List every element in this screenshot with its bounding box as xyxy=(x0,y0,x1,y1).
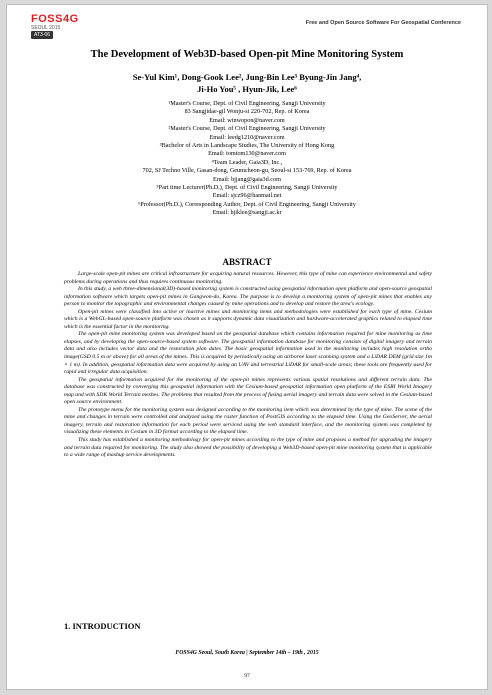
author-list xyxy=(7,71,487,95)
affiliation-line: Email: leedg1210@naver.com xyxy=(209,133,285,141)
affiliation-line: ³Bachelor of Arts in Landscape Studies, The University of Hong Kong xyxy=(159,142,335,150)
author-line-2: Ji-Ho You⁵ , Hyun-Jik, Lee⁶ xyxy=(197,84,297,94)
affiliation-line: Email: tomtom130@naver.com xyxy=(208,150,286,158)
affiliation-line: ¹Master's Course, Dept. of Civil Engineering, Sangji University xyxy=(168,100,326,107)
page-footer: FOSS4G Seoul, South Korea | September 14th – 19th , 2015 xyxy=(175,650,319,656)
abstract-paragraph: Open-pit mines were classified into active or inactive mines and monitoring items and methodologies were established for each type of mine. Cesium which is a WebGL-based open-source platform was chosen as it supports dynamic data visualization and hardware-accelerated graphics related to elapsed time which is the essential factor in the monitoring. xyxy=(64,308,432,330)
section-heading-introduction: 1. INTRODUCTION xyxy=(64,621,141,631)
affiliation-line: Email: sjcz96@hanmail.net xyxy=(212,192,282,200)
affiliation-line: Email: hjiklee@sangji.ac.kr xyxy=(212,209,282,217)
abstract-body xyxy=(64,271,432,460)
paper-page xyxy=(6,4,488,690)
affiliation-line: 83 Sangjidae-gil Wonju-si 220-702, Rep. of Korea xyxy=(184,108,310,116)
logo-text: FOSS4G xyxy=(31,13,79,25)
affiliation-line: Email: bjjang@gaia3d.com xyxy=(213,175,281,183)
affiliation-line: ⁶Professor(Ph.D.), Corresponding Author, Dept. of Civil Engineering, Sangji University xyxy=(138,200,356,208)
affiliation-line: Email: winwopon@naver.com xyxy=(209,116,285,124)
affiliation-line: ⁵Part time Lecturer(Ph.D.), Dept. of Civil Engineering, Sangji University xyxy=(156,184,338,192)
affiliation-line: ²Master's Course, Dept. of Civil Engineering, Sangji University xyxy=(168,125,326,133)
abstract-paragraph: The open-pit mine monitoring system was developed based on the geospatial database which contains information required for mine monitoring as time elapses, and by developing the open-source-based system software. The geospatial information database for monitoring consists of digital imagery and terrain data and also includes vector data and the restoration plan dates. The basic geospatial information used in the monitoring includes high resolution ortho image(GSD 0.5 m or above) for all areas of the mines. This is acquired by periodically using an airborne laser scanning system and a LiDAR DEM (grid size 1m × 1 m). In addition, geospatial information data were acquired by using an UAV and terrestrial LiDAR for small-scale areas; these tools are frequently used for rapid and irregular data acquisition. xyxy=(64,331,432,376)
conference-name: Free and Open Source Software For Geospatial Conference xyxy=(305,20,461,26)
abstract-paragraph: The prototype menu for the monitoring system was designed according to the monitoring item which was determined by the type of mine. The scene of the mine and changes in terrain were controlled and analyzed using the raster function of PostGIS according to the elapsed time. Using the GeoServer, the aerial imagery, terrain and restoration information for each period were serviced using the web standard interface, and the monitoring system was completed by visualizing these elements in Cesium in 3D format according to the elapsed time. xyxy=(64,406,432,436)
affiliation-line: 702, SJ Techno Ville, Gasan-dong, Geumcheon-gu, Seoul-si 153-769, Rep. of Korea xyxy=(142,167,352,175)
page-number: 97 xyxy=(244,673,250,679)
page-header xyxy=(7,5,487,45)
affiliation-line: ⁴Team Leader, Gaia3D, Inc., xyxy=(211,158,283,166)
abstract-paragraph: Large-scale open-pit mines are critical infrastructure for acquiring natural resources. However, this type of mine can experience environmental and safety problems during operations and thus requires continuous monitoring. xyxy=(64,271,432,285)
abstract-heading: ABSTRACT xyxy=(222,257,272,267)
paper-tag: AT3-06 xyxy=(31,31,53,39)
abstract-paragraph: The geospatial information acquired for the monitoring of the open-pit mines represents various spatial resolutions and different terrain data. The database was constructed by converging this geospatial information with the Cesium-based geospatial information open platform of the ESRI World Imagery map and with SDK World Terrain meshes. The problems that resulted from the process of fusing aerial imagery and terrain data were solved in the Cesium-based open source environment. xyxy=(64,376,432,406)
paper-title: The Development of Web3D-based Open-pit Mine Monitoring System xyxy=(90,49,404,60)
author-line-1: Se-Yul Kim¹, Dong-Gook Lee², Jung-Bin Lee³ Byung-Jin Jang⁴, xyxy=(132,72,362,82)
abstract-paragraph: This study has established a monitoring methodology for open-pit mines according to the type of mine and proposes a method for upgrading the imagery and terrain data required for monitoring. The study also showed the possibility of developing a Web3D-based open-pit mine monitoring system that is applicable to a wide range of mashup service developments. xyxy=(64,437,432,459)
affiliations xyxy=(7,100,487,218)
abstract-paragraph: In this study, a web three-dimensional(3D)-based monitoring system is constructed using geospatial information open platform and open-source geospatial information software which targets open-pit mines in Gangwon-do, Korea. The purpose is to develop a monitoring system of open-pit mines that enables any person to monitor the topographic and environmental changes caused by mine operations and to develop and restore the area's ecology. xyxy=(64,286,432,308)
logo-subtext: SEOUL 2015 xyxy=(31,25,61,31)
